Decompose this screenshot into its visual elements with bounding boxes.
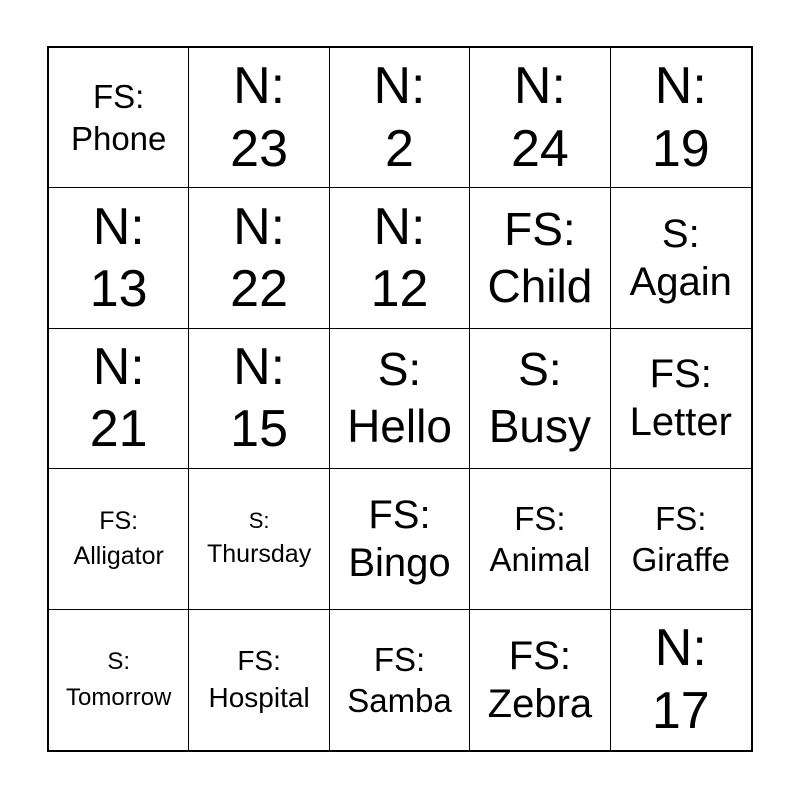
cell-prefix: N: [92, 338, 145, 397]
bingo-cell[interactable] [330, 469, 470, 609]
cell-word: 23 [230, 119, 289, 178]
bingo-cell[interactable] [189, 48, 329, 188]
cell-word: Samba [347, 681, 452, 719]
bingo-cell[interactable] [49, 469, 189, 609]
cell-word: 12 [370, 260, 429, 319]
cell-prefix: FS: [655, 499, 707, 537]
cell-word: Child [487, 260, 593, 313]
cell-word: 22 [230, 260, 289, 319]
bingo-cell[interactable] [470, 48, 610, 188]
bingo-cell[interactable] [611, 188, 751, 328]
cell-word: Thursday [206, 539, 312, 568]
bingo-board [47, 46, 753, 752]
cell-word: 21 [89, 400, 148, 459]
bingo-cell[interactable] [330, 610, 470, 750]
cell-prefix: FS: [504, 202, 576, 255]
cell-prefix: S: [107, 647, 131, 675]
cell-prefix: FS: [514, 499, 566, 537]
cell-word: Zebra [487, 681, 593, 726]
bingo-cell[interactable] [611, 469, 751, 609]
cell-word: Bingo [348, 540, 451, 585]
cell-word: 15 [230, 400, 289, 459]
cell-prefix: FS: [373, 640, 426, 678]
cell-word: Hospital [208, 681, 310, 713]
cell-word: Alligator [73, 541, 164, 570]
bingo-cell[interactable] [189, 469, 329, 609]
cell-prefix: FS: [508, 633, 571, 678]
cell-prefix: N: [513, 57, 566, 116]
cell-word: Letter [629, 400, 732, 445]
bingo-cell[interactable] [470, 188, 610, 328]
bingo-cell[interactable] [49, 188, 189, 328]
bingo-cell[interactable] [330, 188, 470, 328]
cell-prefix: N: [92, 197, 145, 256]
cell-prefix: FS: [93, 78, 145, 116]
bingo-cell[interactable] [611, 610, 751, 750]
cell-prefix: FS: [649, 352, 712, 397]
cell-prefix: S: [661, 212, 700, 257]
cell-prefix: N: [654, 57, 707, 116]
cell-word: 2 [385, 119, 414, 178]
cell-word: Phone [70, 119, 167, 157]
bingo-cell[interactable] [49, 329, 189, 469]
cell-prefix: S: [248, 507, 270, 533]
cell-prefix: N: [654, 619, 707, 678]
bingo-cell[interactable] [330, 48, 470, 188]
bingo-cell[interactable] [611, 48, 751, 188]
bingo-cell[interactable] [189, 188, 329, 328]
cell-word: 17 [651, 681, 710, 740]
cell-word: Hello [347, 400, 452, 453]
cell-word: Animal [489, 540, 591, 578]
bingo-cell[interactable] [189, 329, 329, 469]
cell-prefix: S: [518, 342, 562, 395]
bingo-cell[interactable] [470, 610, 610, 750]
cell-prefix: N: [373, 197, 426, 256]
bingo-cell[interactable] [330, 329, 470, 469]
bingo-cell[interactable] [470, 469, 610, 609]
bingo-cell[interactable] [49, 48, 189, 188]
cell-word: 13 [89, 260, 148, 319]
cell-prefix: N: [233, 197, 286, 256]
cell-prefix: FS: [99, 506, 139, 535]
cell-word: Busy [488, 400, 592, 453]
cell-prefix: N: [233, 338, 286, 397]
cell-prefix: N: [373, 57, 426, 116]
cell-word: Again [629, 260, 732, 305]
cell-word: Giraffe [631, 540, 730, 578]
bingo-cell[interactable] [189, 610, 329, 750]
cell-prefix: S: [377, 342, 422, 395]
cell-word: Tomorrow [66, 683, 172, 711]
cell-prefix: FS: [368, 492, 431, 537]
cell-word: 24 [510, 119, 569, 178]
cell-word: 19 [651, 119, 710, 178]
bingo-cell[interactable] [611, 329, 751, 469]
bingo-cell[interactable] [470, 329, 610, 469]
cell-prefix: FS: [237, 645, 281, 677]
bingo-cell[interactable] [49, 610, 189, 750]
cell-prefix: N: [233, 57, 286, 116]
